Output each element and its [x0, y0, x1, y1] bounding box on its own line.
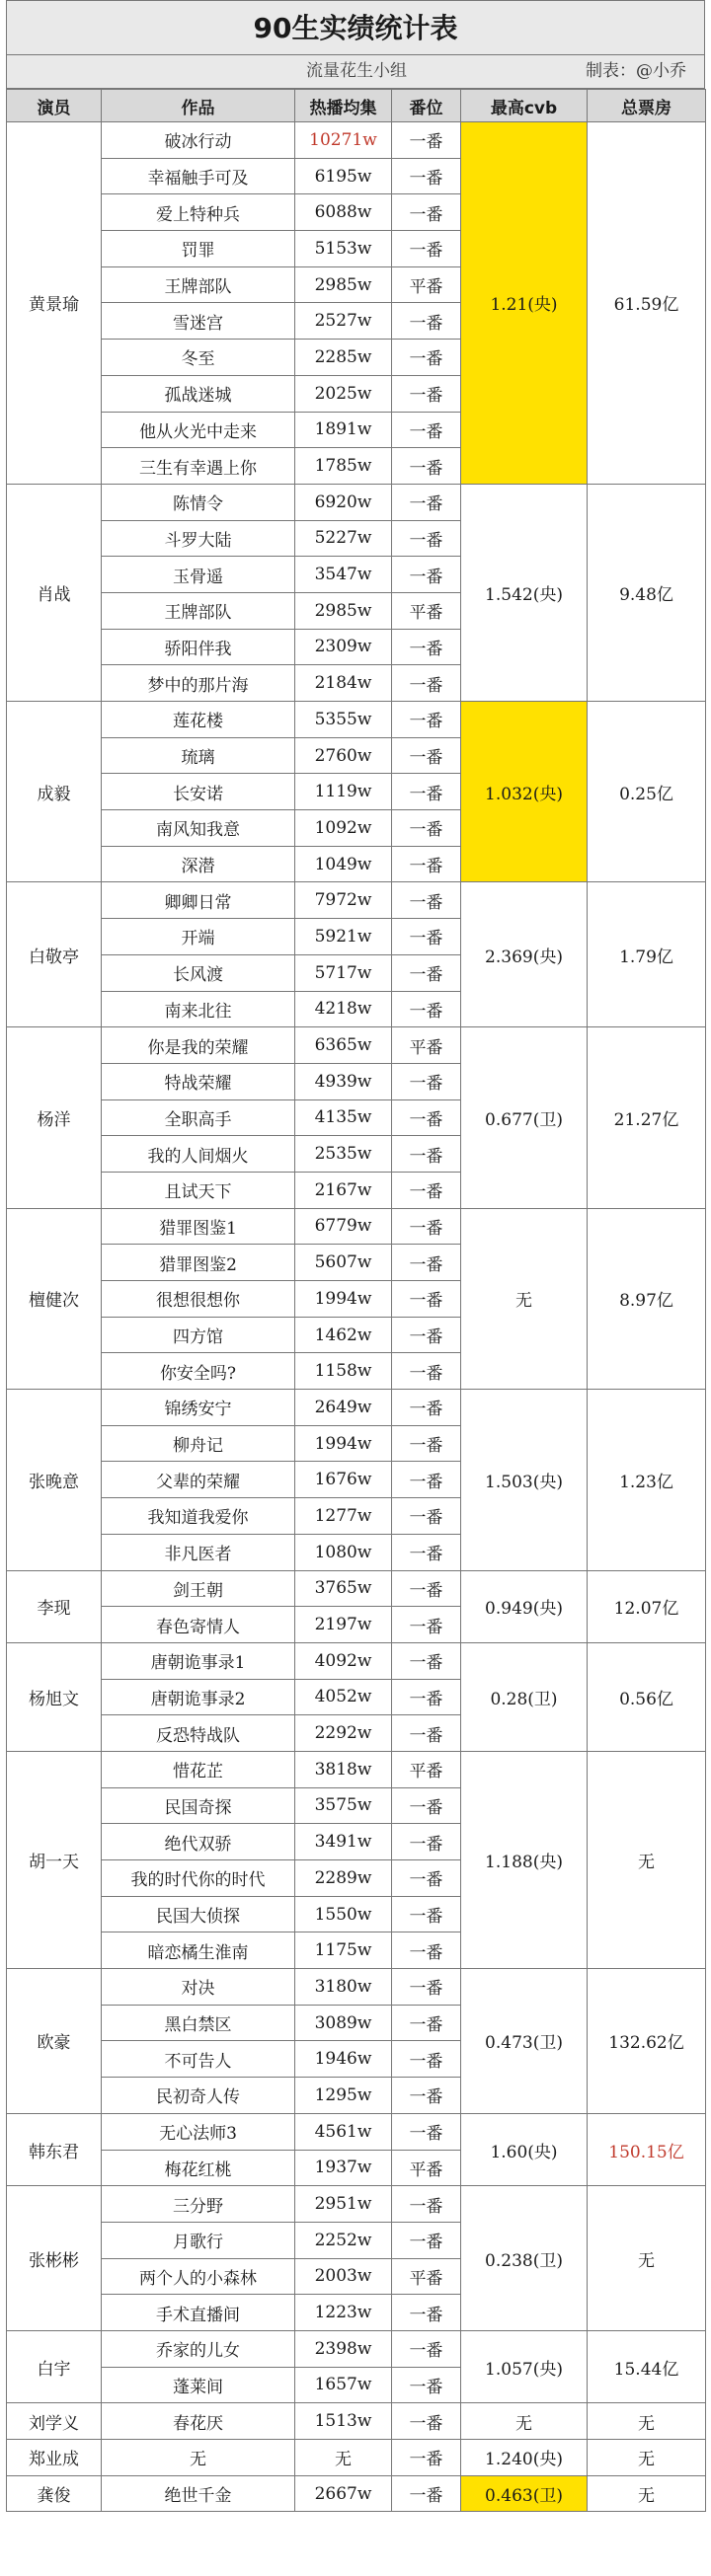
table-body [7, 122, 706, 2512]
work-title-cell: 唐朝诡事录2 [102, 1679, 295, 1715]
work-title-cell: 卿卿日常 [102, 882, 295, 919]
work-title-cell: 猎罪图鉴1 [102, 1208, 295, 1245]
avg-heat-cell: 4939w [295, 1063, 392, 1099]
top-cvb-cell: 0.473(卫) [461, 1969, 588, 2114]
stats-table [6, 89, 706, 2512]
avg-heat-cell: 1175w [295, 1932, 392, 1969]
avg-heat-cell: 2252w [295, 2222, 392, 2258]
work-title-cell: 无 [102, 2440, 295, 2476]
billing-rank-cell: 一番 [392, 1136, 461, 1173]
work-title-cell: 孤战迷城 [102, 375, 295, 412]
work-title-cell: 且试天下 [102, 1172, 295, 1208]
top-cvb-cell: 1.542(央) [461, 484, 588, 701]
top-cvb-cell: 0.949(央) [461, 1570, 588, 1642]
avg-heat-cell: 2985w [295, 266, 392, 303]
box-office-cell: 12.07亿 [588, 1570, 706, 1642]
billing-rank-cell: 一番 [392, 1063, 461, 1099]
box-office-cell: 9.48亿 [588, 484, 706, 701]
billing-rank-cell: 一番 [392, 1208, 461, 1245]
avg-heat-cell: 1994w [295, 1281, 392, 1318]
table-row [7, 882, 706, 919]
top-cvb-cell: 1.60(央) [461, 2113, 588, 2185]
table-row [7, 484, 706, 520]
top-cvb-cell: 1.240(央) [461, 2440, 588, 2476]
avg-heat-cell: 6195w [295, 158, 392, 194]
actor-name-cell: 杨旭文 [7, 1642, 102, 1751]
billing-rank-cell: 一番 [392, 340, 461, 376]
actor-name-cell: 白敬亭 [7, 882, 102, 1027]
billing-rank-cell: 一番 [392, 954, 461, 991]
box-office-cell: 15.44亿 [588, 2330, 706, 2402]
page-title: 90生实绩统计表 [6, 0, 705, 55]
work-title-cell: 王牌部队 [102, 592, 295, 629]
avg-heat-cell: 6779w [295, 1208, 392, 1245]
billing-rank-cell: 一番 [392, 2113, 461, 2150]
work-title-cell: 全职高手 [102, 1099, 295, 1136]
actor-name-cell: 檀健次 [7, 1208, 102, 1389]
work-title-cell: 剑王朝 [102, 1570, 295, 1607]
top-cvb-cell: 无 [461, 1208, 588, 1389]
box-office-cell: 无 [588, 1751, 706, 1968]
avg-heat-cell: 1158w [295, 1353, 392, 1390]
billing-rank-cell: 一番 [392, 484, 461, 520]
table-row [7, 2475, 706, 2512]
billing-rank-cell: 一番 [392, 810, 461, 847]
work-title-cell: 我的时代你的时代 [102, 1860, 295, 1897]
col-header-work: 作品 [102, 90, 295, 122]
avg-heat-cell: 3491w [295, 1824, 392, 1860]
author-credit: 制表：@小乔 [586, 61, 686, 81]
work-title-cell: 黑白禁区 [102, 2005, 295, 2041]
avg-heat-cell: 10271w [295, 122, 392, 159]
work-title-cell: 深潜 [102, 846, 295, 882]
avg-heat-cell: 7972w [295, 882, 392, 919]
work-title-cell: 开端 [102, 919, 295, 955]
actor-name-cell: 刘学义 [7, 2403, 102, 2440]
subtitle-bar [6, 55, 705, 89]
billing-rank-cell: 平番 [392, 266, 461, 303]
work-title-cell: 春色寄情人 [102, 1607, 295, 1643]
box-office-cell: 0.25亿 [588, 702, 706, 882]
work-title-cell: 非凡医者 [102, 1534, 295, 1570]
work-title-cell: 王牌部队 [102, 266, 295, 303]
billing-rank-cell: 一番 [392, 194, 461, 231]
billing-rank-cell: 一番 [392, 919, 461, 955]
avg-heat-cell: 3575w [295, 1787, 392, 1824]
top-cvb-cell: 1.21(央) [461, 122, 588, 485]
table-row [7, 1969, 706, 2006]
actor-name-cell: 黄景瑜 [7, 122, 102, 485]
billing-rank-cell: 一番 [392, 557, 461, 593]
billing-rank-cell: 平番 [392, 2150, 461, 2186]
avg-heat-cell: 2951w [295, 2186, 392, 2223]
billing-rank-cell: 一番 [392, 882, 461, 919]
box-office-cell: 无 [588, 2475, 706, 2512]
billing-rank-cell: 一番 [392, 665, 461, 702]
actor-name-cell: 李现 [7, 1570, 102, 1642]
actor-name-cell: 白宇 [7, 2330, 102, 2402]
avg-heat-cell: 5717w [295, 954, 392, 991]
avg-heat-cell: 1937w [295, 2150, 392, 2186]
billing-rank-cell: 一番 [392, 1245, 461, 1281]
billing-rank-cell: 一番 [392, 1715, 461, 1752]
billing-rank-cell: 一番 [392, 303, 461, 340]
avg-heat-cell: 4561w [295, 2113, 392, 2150]
work-title-cell: 三分野 [102, 2186, 295, 2223]
actor-name-cell: 韩东君 [7, 2113, 102, 2185]
work-title-cell: 破冰行动 [102, 122, 295, 159]
billing-rank-cell: 一番 [392, 2222, 461, 2258]
box-office-cell: 61.59亿 [588, 122, 706, 485]
billing-rank-cell: 一番 [392, 122, 461, 159]
work-title-cell: 手术直播间 [102, 2295, 295, 2331]
work-title-cell: 你是我的荣耀 [102, 1027, 295, 1064]
avg-heat-cell: 4052w [295, 1679, 392, 1715]
box-office-cell: 无 [588, 2440, 706, 2476]
billing-rank-cell: 一番 [392, 448, 461, 485]
avg-heat-cell: 1657w [295, 2367, 392, 2403]
table-row [7, 2403, 706, 2440]
work-title-cell: 梅花红桃 [102, 2150, 295, 2186]
table-row [7, 2113, 706, 2150]
actor-name-cell: 欧豪 [7, 1969, 102, 2114]
box-office-cell: 1.79亿 [588, 882, 706, 1027]
billing-rank-cell: 一番 [392, 1425, 461, 1462]
billing-rank-cell: 一番 [392, 991, 461, 1027]
col-header-rank: 番位 [392, 90, 461, 122]
avg-heat-cell: 3547w [295, 557, 392, 593]
billing-rank-cell: 一番 [392, 1824, 461, 1860]
billing-rank-cell: 一番 [392, 2186, 461, 2223]
billing-rank-cell: 一番 [392, 412, 461, 448]
actor-name-cell: 龚俊 [7, 2475, 102, 2512]
avg-heat-cell: 2398w [295, 2330, 392, 2367]
work-title-cell: 南来北往 [102, 991, 295, 1027]
work-title-cell: 我知道我爱你 [102, 1498, 295, 1535]
billing-rank-cell: 一番 [392, 520, 461, 557]
work-title-cell: 斗罗大陆 [102, 520, 295, 557]
avg-heat-cell: 5355w [295, 702, 392, 738]
work-title-cell: 绝世千金 [102, 2475, 295, 2512]
billing-rank-cell: 一番 [392, 1099, 461, 1136]
avg-heat-cell: 1223w [295, 2295, 392, 2331]
actor-name-cell: 张晚意 [7, 1390, 102, 1570]
avg-heat-cell: 2003w [295, 2258, 392, 2295]
billing-rank-cell: 一番 [392, 2367, 461, 2403]
billing-rank-cell: 一番 [392, 737, 461, 774]
work-title-cell: 骄阳伴我 [102, 629, 295, 665]
work-title-cell: 无心法师3 [102, 2113, 295, 2150]
avg-heat-cell: 3089w [295, 2005, 392, 2041]
table-row [7, 1642, 706, 1679]
avg-heat-cell: 5921w [295, 919, 392, 955]
avg-heat-cell: 1277w [295, 1498, 392, 1535]
avg-heat-cell: 无 [295, 2440, 392, 2476]
avg-heat-cell: 4218w [295, 991, 392, 1027]
avg-heat-cell: 1676w [295, 1462, 392, 1498]
billing-rank-cell: 一番 [392, 2330, 461, 2367]
work-title-cell: 锦绣安宁 [102, 1390, 295, 1426]
avg-heat-cell: 2167w [295, 1172, 392, 1208]
billing-rank-cell: 一番 [392, 1534, 461, 1570]
avg-heat-cell: 2184w [295, 665, 392, 702]
avg-heat-cell: 2285w [295, 340, 392, 376]
work-title-cell: 民国大侦探 [102, 1896, 295, 1932]
avg-heat-cell: 2292w [295, 1715, 392, 1752]
work-title-cell: 不可告人 [102, 2041, 295, 2078]
work-title-cell: 长安诺 [102, 774, 295, 810]
table-row [7, 1027, 706, 1064]
top-cvb-cell: 1.032(央) [461, 702, 588, 882]
avg-heat-cell: 6920w [295, 484, 392, 520]
top-cvb-cell: 0.463(卫) [461, 2475, 588, 2512]
billing-rank-cell: 一番 [392, 1787, 461, 1824]
subtitle: 流量花生小组 [306, 61, 407, 81]
billing-rank-cell: 一番 [392, 1390, 461, 1426]
avg-heat-cell: 1092w [295, 810, 392, 847]
billing-rank-cell: 一番 [392, 158, 461, 194]
avg-heat-cell: 2025w [295, 375, 392, 412]
table-row [7, 2440, 706, 2476]
actor-name-cell: 肖战 [7, 484, 102, 701]
work-title-cell: 莲花楼 [102, 702, 295, 738]
box-office-cell: 无 [588, 2186, 706, 2331]
avg-heat-cell: 1994w [295, 1425, 392, 1462]
work-title-cell: 长风渡 [102, 954, 295, 991]
billing-rank-cell: 一番 [392, 2403, 461, 2440]
work-title-cell: 玉骨遥 [102, 557, 295, 593]
actor-name-cell: 郑业成 [7, 2440, 102, 2476]
work-title-cell: 幸福触手可及 [102, 158, 295, 194]
billing-rank-cell: 一番 [392, 774, 461, 810]
billing-rank-cell: 一番 [392, 1281, 461, 1318]
work-title-cell: 雪迷宫 [102, 303, 295, 340]
work-title-cell: 民初奇人传 [102, 2078, 295, 2114]
avg-heat-cell: 1785w [295, 448, 392, 485]
work-title-cell: 猎罪图鉴2 [102, 1245, 295, 1281]
work-title-cell: 父辈的荣耀 [102, 1462, 295, 1498]
col-header-heat: 热播均集 [295, 90, 392, 122]
top-cvb-cell: 1.057(央) [461, 2330, 588, 2402]
work-title-cell: 你安全吗? [102, 1353, 295, 1390]
work-title-cell: 陈情令 [102, 484, 295, 520]
top-cvb-cell: 2.369(央) [461, 882, 588, 1027]
billing-rank-cell: 一番 [392, 1607, 461, 1643]
avg-heat-cell: 2667w [295, 2475, 392, 2512]
work-title-cell: 冬至 [102, 340, 295, 376]
work-title-cell: 民国奇探 [102, 1787, 295, 1824]
table-row [7, 122, 706, 159]
work-title-cell: 他从火光中走来 [102, 412, 295, 448]
table-row [7, 1751, 706, 1787]
billing-rank-cell: 一番 [392, 2078, 461, 2114]
actor-name-cell: 胡一天 [7, 1751, 102, 1968]
billing-rank-cell: 一番 [392, 1353, 461, 1390]
avg-heat-cell: 3818w [295, 1751, 392, 1787]
billing-rank-cell: 一番 [392, 2440, 461, 2476]
avg-heat-cell: 2535w [295, 1136, 392, 1173]
avg-heat-cell: 3180w [295, 1969, 392, 2006]
work-title-cell: 梦中的那片海 [102, 665, 295, 702]
billing-rank-cell: 平番 [392, 1751, 461, 1787]
work-title-cell: 琉璃 [102, 737, 295, 774]
actor-name-cell: 杨洋 [7, 1027, 102, 1208]
work-title-cell: 两个人的小森林 [102, 2258, 295, 2295]
work-title-cell: 暗恋橘生淮南 [102, 1932, 295, 1969]
work-title-cell: 惜花芷 [102, 1751, 295, 1787]
avg-heat-cell: 1462w [295, 1317, 392, 1353]
table-row [7, 1208, 706, 1245]
actor-name-cell: 成毅 [7, 702, 102, 882]
billing-rank-cell: 一番 [392, 629, 461, 665]
billing-rank-cell: 平番 [392, 1027, 461, 1064]
work-title-cell: 蓬莱间 [102, 2367, 295, 2403]
table-row [7, 2330, 706, 2367]
work-title-cell: 对决 [102, 1969, 295, 2006]
avg-heat-cell: 2985w [295, 592, 392, 629]
top-cvb-cell: 1.188(央) [461, 1751, 588, 1968]
work-title-cell: 乔家的儿女 [102, 2330, 295, 2367]
col-header-box: 总票房 [588, 90, 706, 122]
avg-heat-cell: 1891w [295, 412, 392, 448]
table-row [7, 2186, 706, 2223]
billing-rank-cell: 一番 [392, 1172, 461, 1208]
billing-rank-cell: 一番 [392, 1860, 461, 1897]
col-header-cvb: 最高cvb [461, 90, 588, 122]
work-title-cell: 罚罪 [102, 231, 295, 267]
billing-rank-cell: 一番 [392, 1317, 461, 1353]
avg-heat-cell: 2649w [295, 1390, 392, 1426]
billing-rank-cell: 一番 [392, 1679, 461, 1715]
work-title-cell: 反恐特战队 [102, 1715, 295, 1752]
avg-heat-cell: 2289w [295, 1860, 392, 1897]
billing-rank-cell: 一番 [392, 1896, 461, 1932]
box-office-cell: 132.62亿 [588, 1969, 706, 2114]
billing-rank-cell: 平番 [392, 592, 461, 629]
billing-rank-cell: 一番 [392, 2041, 461, 2078]
avg-heat-cell: 5607w [295, 1245, 392, 1281]
top-cvb-cell: 1.503(央) [461, 1390, 588, 1570]
actor-name-cell: 张彬彬 [7, 2186, 102, 2331]
table-row [7, 702, 706, 738]
work-title-cell: 春花厌 [102, 2403, 295, 2440]
work-title-cell: 三生有幸遇上你 [102, 448, 295, 485]
billing-rank-cell: 一番 [392, 1498, 461, 1535]
work-title-cell: 很想很想你 [102, 1281, 295, 1318]
billing-rank-cell: 一番 [392, 846, 461, 882]
top-cvb-cell: 无 [461, 2403, 588, 2440]
avg-heat-cell: 1550w [295, 1896, 392, 1932]
billing-rank-cell: 平番 [392, 2258, 461, 2295]
table-row [7, 1390, 706, 1426]
avg-heat-cell: 2309w [295, 629, 392, 665]
work-title-cell: 南风知我意 [102, 810, 295, 847]
top-cvb-cell: 0.677(卫) [461, 1027, 588, 1208]
avg-heat-cell: 1295w [295, 2078, 392, 2114]
work-title-cell: 爱上特种兵 [102, 194, 295, 231]
avg-heat-cell: 2527w [295, 303, 392, 340]
billing-rank-cell: 一番 [392, 375, 461, 412]
avg-heat-cell: 6088w [295, 194, 392, 231]
work-title-cell: 唐朝诡事录1 [102, 1642, 295, 1679]
billing-rank-cell: 一番 [392, 1969, 461, 2006]
top-cvb-cell: 0.238(卫) [461, 2186, 588, 2331]
work-title-cell: 特战荣耀 [102, 1063, 295, 1099]
avg-heat-cell: 5153w [295, 231, 392, 267]
work-title-cell: 绝代双骄 [102, 1824, 295, 1860]
avg-heat-cell: 5227w [295, 520, 392, 557]
billing-rank-cell: 一番 [392, 1462, 461, 1498]
work-title-cell: 月歌行 [102, 2222, 295, 2258]
avg-heat-cell: 3765w [295, 1570, 392, 1607]
box-office-cell: 21.27亿 [588, 1027, 706, 1208]
avg-heat-cell: 4092w [295, 1642, 392, 1679]
avg-heat-cell: 6365w [295, 1027, 392, 1064]
avg-heat-cell: 1049w [295, 846, 392, 882]
box-office-cell: 0.56亿 [588, 1642, 706, 1751]
billing-rank-cell: 一番 [392, 231, 461, 267]
top-cvb-cell: 0.28(卫) [461, 1642, 588, 1751]
col-header-actor: 演员 [7, 90, 102, 122]
avg-heat-cell: 1513w [295, 2403, 392, 2440]
billing-rank-cell: 一番 [392, 2475, 461, 2512]
billing-rank-cell: 一番 [392, 2005, 461, 2041]
avg-heat-cell: 4135w [295, 1099, 392, 1136]
box-office-cell: 1.23亿 [588, 1390, 706, 1570]
avg-heat-cell: 1946w [295, 2041, 392, 2078]
avg-heat-cell: 1119w [295, 774, 392, 810]
work-title-cell: 柳舟记 [102, 1425, 295, 1462]
table-row [7, 1570, 706, 1607]
avg-heat-cell: 1080w [295, 1534, 392, 1570]
avg-heat-cell: 2197w [295, 1607, 392, 1643]
box-office-cell: 150.15亿 [588, 2113, 706, 2185]
billing-rank-cell: 一番 [392, 1932, 461, 1969]
header-row [7, 90, 706, 122]
box-office-cell: 无 [588, 2403, 706, 2440]
billing-rank-cell: 一番 [392, 1570, 461, 1607]
box-office-cell: 8.97亿 [588, 1208, 706, 1389]
billing-rank-cell: 一番 [392, 2295, 461, 2331]
billing-rank-cell: 一番 [392, 702, 461, 738]
work-title-cell: 四方馆 [102, 1317, 295, 1353]
avg-heat-cell: 2760w [295, 737, 392, 774]
work-title-cell: 我的人间烟火 [102, 1136, 295, 1173]
billing-rank-cell: 一番 [392, 1642, 461, 1679]
